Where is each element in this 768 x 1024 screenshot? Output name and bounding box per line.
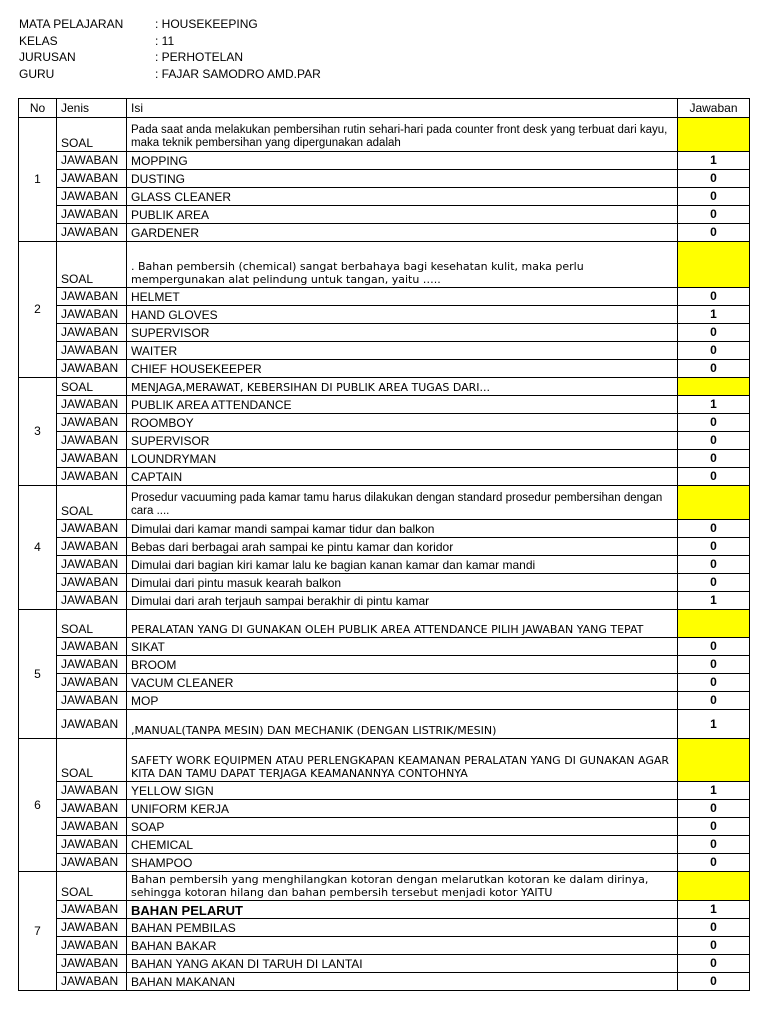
answer-option: BAHAN BAKAR [127, 937, 678, 955]
answer-label: JAWABAN [57, 360, 127, 378]
answer-label: JAWABAN [57, 170, 127, 188]
answer-row [19, 414, 750, 432]
question-row [19, 610, 750, 638]
answer-label: JAWABAN [57, 468, 127, 486]
column-header-no: No [19, 99, 57, 118]
question-row [19, 378, 750, 396]
answer-row [19, 674, 750, 692]
question-text: . Bahan pembersih (chemical) sangat berbahaya bagi kesehatan kulit, maka perlu mempergunakan alat pelindung untuk tangan, yaitu ….. [127, 242, 678, 288]
answer-label: JAWABAN [57, 592, 127, 610]
answer-row [19, 854, 750, 872]
answer-score: 0 [678, 836, 750, 854]
question-number: 1 [19, 118, 57, 242]
answer-label: JAWABAN [57, 710, 127, 739]
answer-row [19, 288, 750, 306]
answer-score: 0 [678, 414, 750, 432]
answer-option: GLASS CLEANER [127, 188, 678, 206]
answer-label: JAWABAN [57, 937, 127, 955]
answer-row [19, 324, 750, 342]
answer-option: BAHAN PELARUT [127, 901, 678, 919]
answer-row [19, 656, 750, 674]
answer-score: 0 [678, 360, 750, 378]
answer-option: LOUNDRYMAN [127, 450, 678, 468]
soal-label: SOAL [57, 378, 127, 396]
answer-score: 0 [678, 955, 750, 973]
answer-option: ,MANUAL(TANPA MESIN) DAN MECHANIK (DENGAN LISTRIK/MESIN) [127, 710, 678, 739]
header-value: : PERHOTELAN [155, 50, 244, 65]
answer-row [19, 188, 750, 206]
question-text: Prosedur vacuuming pada kamar tamu harus dilakukan dengan standard prosedur pembersihan dengan cara .... [127, 486, 678, 520]
answer-row [19, 170, 750, 188]
answer-label: JAWABAN [57, 818, 127, 836]
answer-option: DUSTING [127, 170, 678, 188]
answer-option: HAND GLOVES [127, 306, 678, 324]
answer-option: SUPERVISOR [127, 432, 678, 450]
answer-label: JAWABAN [57, 674, 127, 692]
answer-score: 0 [678, 818, 750, 836]
answer-label: JAWABAN [57, 520, 127, 538]
answer-score: 0 [678, 538, 750, 556]
answer-row [19, 520, 750, 538]
answer-row [19, 206, 750, 224]
soal-label: SOAL [57, 118, 127, 152]
question-text: SAFETY WORK EQUIPMEN ATAU PERLENGKAPAN KEAMANAN PERALATAN YANG DI GUNAKAN AGAR KITA DAN TAMU DAPAT TERJAGA KEAMANANNYA CONTOHNYA [127, 739, 678, 782]
answer-score: 1 [678, 396, 750, 414]
table-header-row [19, 99, 750, 118]
answer-option: WAITER [127, 342, 678, 360]
answer-option: GARDENER [127, 224, 678, 242]
soal-label: SOAL [57, 872, 127, 901]
answer-row [19, 919, 750, 937]
answer-row [19, 782, 750, 800]
answer-key-cell [678, 610, 750, 638]
soal-label: SOAL [57, 242, 127, 288]
answer-label: JAWABAN [57, 574, 127, 592]
header-row-class [19, 33, 321, 50]
header-label: JURUSAN [19, 50, 76, 65]
answer-row [19, 973, 750, 991]
answer-row [19, 710, 750, 739]
answer-row [19, 396, 750, 414]
answer-score: 0 [678, 638, 750, 656]
question-row [19, 118, 750, 152]
answer-key-cell [678, 739, 750, 782]
soal-label: SOAL [57, 486, 127, 520]
answer-label: JAWABAN [57, 782, 127, 800]
answer-score: 1 [678, 592, 750, 610]
answer-option: YELLOW SIGN [127, 782, 678, 800]
answer-score: 0 [678, 556, 750, 574]
document-header [19, 16, 321, 82]
answer-option: BAHAN PEMBILAS [127, 919, 678, 937]
answer-key-cell [678, 118, 750, 152]
answer-label: JAWABAN [57, 324, 127, 342]
answer-label: JAWABAN [57, 306, 127, 324]
header-row-major [19, 49, 321, 66]
header-row-teacher [19, 66, 321, 83]
question-row [19, 242, 750, 288]
answer-label: JAWABAN [57, 854, 127, 872]
answer-label: JAWABAN [57, 556, 127, 574]
answer-row [19, 432, 750, 450]
answer-option: SHAMPOO [127, 854, 678, 872]
answer-option: UNIFORM KERJA [127, 800, 678, 818]
answer-row [19, 152, 750, 170]
question-number: 4 [19, 486, 57, 610]
answer-option: SIKAT [127, 638, 678, 656]
answer-label: JAWABAN [57, 432, 127, 450]
answer-option: SUPERVISOR [127, 324, 678, 342]
answer-option: CHEMICAL [127, 836, 678, 854]
answer-row [19, 818, 750, 836]
answer-label: JAWABAN [57, 800, 127, 818]
answer-option: BAHAN YANG AKAN DI TARUH DI LANTAI [127, 955, 678, 973]
question-number: 6 [19, 739, 57, 872]
answer-label: JAWABAN [57, 188, 127, 206]
answer-option: SOAP [127, 818, 678, 836]
answer-label: JAWABAN [57, 224, 127, 242]
answer-row [19, 360, 750, 378]
answer-score: 0 [678, 170, 750, 188]
answer-score: 0 [678, 692, 750, 710]
answer-key-cell [678, 486, 750, 520]
answer-score: 0 [678, 520, 750, 538]
header-value: : 11 [155, 33, 175, 48]
answer-row [19, 574, 750, 592]
answer-score: 1 [678, 901, 750, 919]
answer-row [19, 592, 750, 610]
answer-score: 0 [678, 450, 750, 468]
question-text: Pada saat anda melakukan pembersihan rutin sehari-hari pada counter front desk yang terbuat dari kayu, maka teknik pembersihan yang dipergunakan adalah [127, 118, 678, 152]
answer-label: JAWABAN [57, 955, 127, 973]
answer-label: JAWABAN [57, 901, 127, 919]
column-header-jenis: Jenis [57, 99, 127, 118]
question-row [19, 872, 750, 901]
answer-score: 0 [678, 206, 750, 224]
answer-key-cell [678, 378, 750, 396]
answer-score: 0 [678, 674, 750, 692]
answer-label: JAWABAN [57, 638, 127, 656]
answer-option: Dimulai dari bagian kiri kamar lalu ke bagian kanan kamar dan kamar mandi [127, 556, 678, 574]
answer-key-cell [678, 242, 750, 288]
answer-row [19, 450, 750, 468]
answer-row [19, 224, 750, 242]
answer-label: JAWABAN [57, 656, 127, 674]
answer-option: Bebas dari berbagai arah sampai ke pintu kamar dan koridor [127, 538, 678, 556]
answer-score: 0 [678, 224, 750, 242]
answer-label: JAWABAN [57, 450, 127, 468]
answer-option: ROOMBOY [127, 414, 678, 432]
table-body [19, 118, 750, 991]
answer-score: 1 [678, 152, 750, 170]
answer-row [19, 800, 750, 818]
answer-label: JAWABAN [57, 414, 127, 432]
answer-option: PUBLIK AREA [127, 206, 678, 224]
answer-score: 0 [678, 342, 750, 360]
answer-score: 0 [678, 800, 750, 818]
answer-score: 0 [678, 324, 750, 342]
question-number: 2 [19, 242, 57, 378]
answer-score: 1 [678, 710, 750, 739]
question-row [19, 739, 750, 782]
answer-score: 0 [678, 937, 750, 955]
answer-score: 0 [678, 656, 750, 674]
answer-score: 0 [678, 432, 750, 450]
answer-label: JAWABAN [57, 538, 127, 556]
question-row [19, 486, 750, 520]
answer-row [19, 468, 750, 486]
answer-score: 0 [678, 854, 750, 872]
question-text: Bahan pembersih yang menghilangkan kotoran dengan melarutkan kotoran ke dalam dirinya, sehingga kotoran hilang dan bahan pembersih tersebut menjadi kotor YAITU [127, 872, 678, 901]
header-label: MATA PELAJARAN [19, 17, 124, 31]
answer-option: MOPPING [127, 152, 678, 170]
answer-row [19, 306, 750, 324]
question-text: MENJAGA,MERAWAT, KEBERSIHAN DI PUBLIK AREA TUGAS DARI... [127, 378, 678, 396]
answer-score: 0 [678, 288, 750, 306]
answer-row [19, 836, 750, 854]
answer-row [19, 556, 750, 574]
answer-option: Dimulai dari pintu masuk kearah balkon [127, 574, 678, 592]
answer-option: BAHAN MAKANAN [127, 973, 678, 991]
answer-score: 0 [678, 919, 750, 937]
answer-score: 0 [678, 574, 750, 592]
answer-label: JAWABAN [57, 342, 127, 360]
answer-option: CHIEF HOUSEKEEPER [127, 360, 678, 378]
question-number: 3 [19, 378, 57, 486]
answer-option: HELMET [127, 288, 678, 306]
header-label: GURU [19, 66, 55, 81]
question-number: 7 [19, 872, 57, 991]
answer-row [19, 342, 750, 360]
answer-row [19, 955, 750, 973]
question-text: PERALATAN YANG DI GUNAKAN OLEH PUBLIK AREA ATTENDANCE PILIH JAWABAN YANG TEPAT [127, 610, 678, 638]
header-value: : HOUSEKEEPING [155, 17, 258, 31]
answer-label: JAWABAN [57, 692, 127, 710]
answer-option: VACUM CLEANER [127, 674, 678, 692]
answer-row [19, 692, 750, 710]
answer-option: CAPTAIN [127, 468, 678, 486]
answer-score: 0 [678, 973, 750, 991]
answer-label: JAWABAN [57, 919, 127, 937]
answer-row [19, 901, 750, 919]
answer-option: PUBLIK AREA ATTENDANCE [127, 396, 678, 414]
header-row-subject [19, 16, 321, 33]
answer-row [19, 638, 750, 656]
answer-option: Dimulai dari arah terjauh sampai berakhir di pintu kamar [127, 592, 678, 610]
answer-option: Dimulai dari kamar mandi sampai kamar tidur dan balkon [127, 520, 678, 538]
answer-score: 0 [678, 188, 750, 206]
answer-key-cell [678, 872, 750, 901]
answer-label: JAWABAN [57, 206, 127, 224]
header-label: KELAS [19, 33, 58, 48]
answer-label: JAWABAN [57, 973, 127, 991]
answer-option: MOP [127, 692, 678, 710]
column-header-isi: Isi [127, 99, 678, 118]
answer-row [19, 937, 750, 955]
answer-label: JAWABAN [57, 152, 127, 170]
answer-score: 0 [678, 468, 750, 486]
soal-label: SOAL [57, 610, 127, 638]
answer-row [19, 538, 750, 556]
question-table [18, 98, 750, 991]
question-number: 5 [19, 610, 57, 739]
answer-option: BROOM [127, 656, 678, 674]
answer-label: JAWABAN [57, 288, 127, 306]
header-value: : FAJAR SAMODRO AMD.PAR [155, 66, 321, 81]
answer-score: 1 [678, 306, 750, 324]
column-header-jawaban: Jawaban [678, 99, 750, 118]
soal-label: SOAL [57, 739, 127, 782]
answer-label: JAWABAN [57, 396, 127, 414]
answer-score: 1 [678, 782, 750, 800]
answer-label: JAWABAN [57, 836, 127, 854]
